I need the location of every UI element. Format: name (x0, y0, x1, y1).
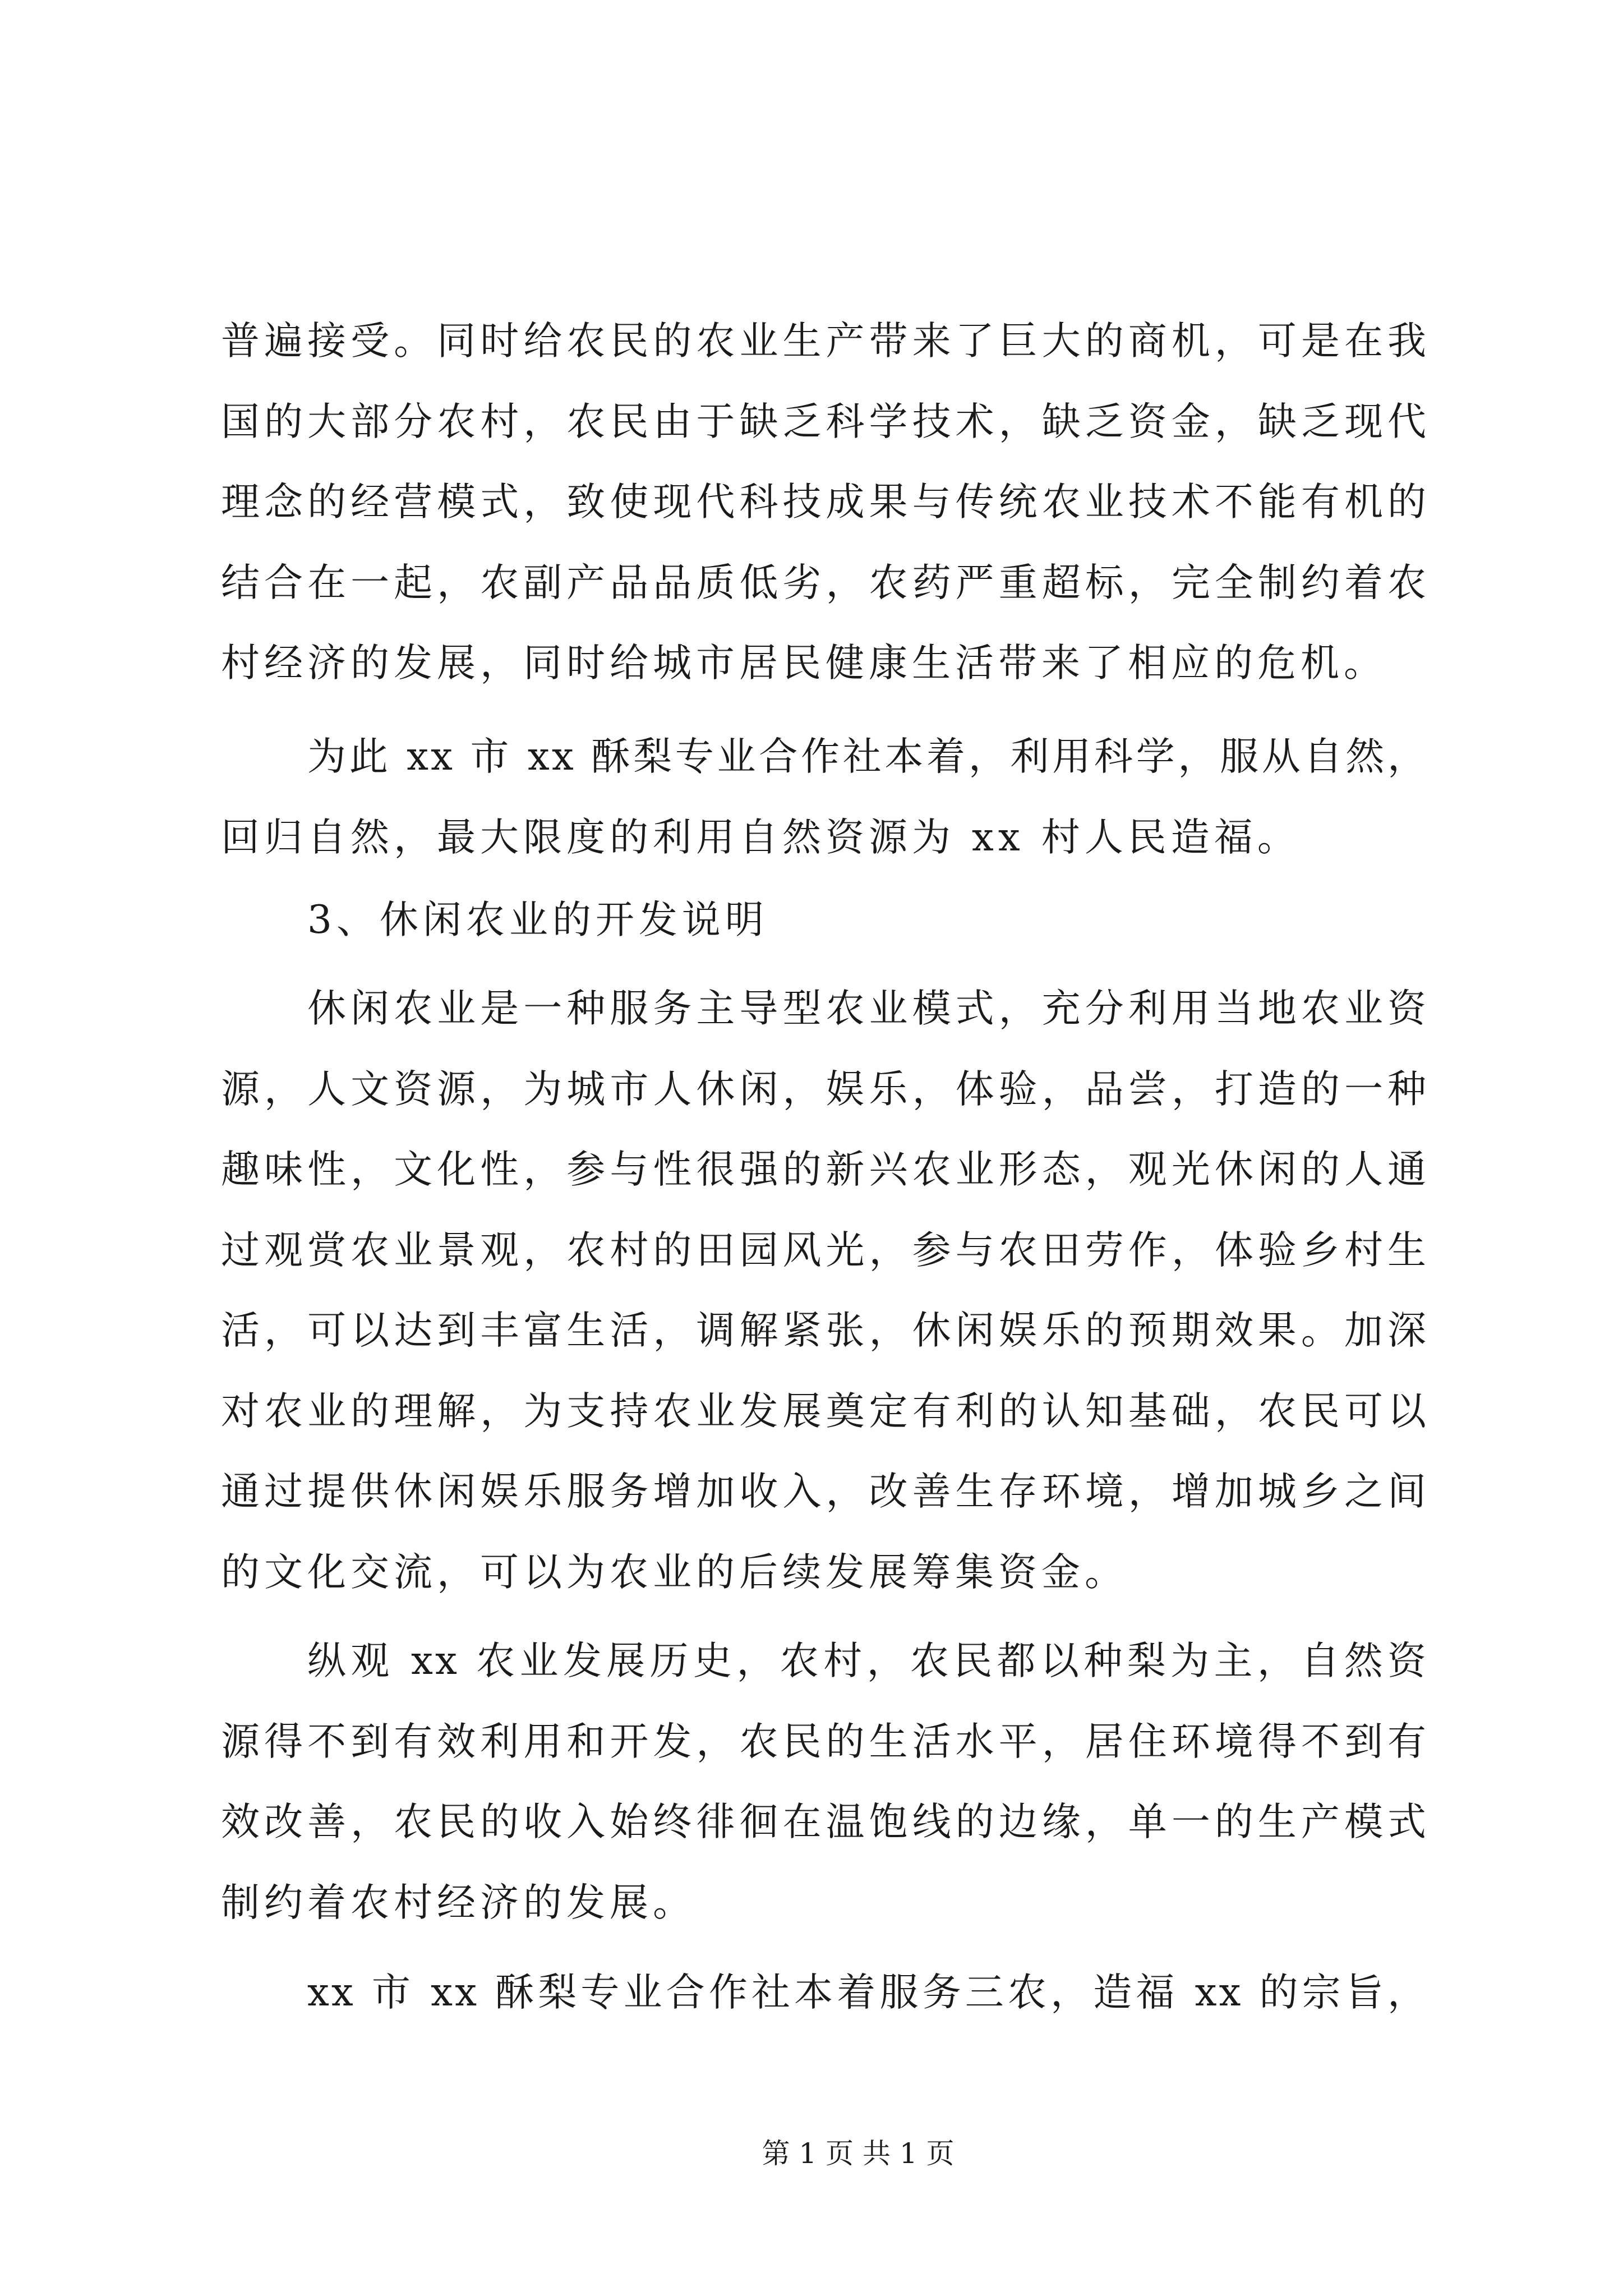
text-line: 理念的经营模式，致使现代科技成果与传统农业技术不能有机的 (221, 480, 1428, 524)
paragraph (221, 717, 1428, 878)
text-line: 休闲农业是一种服务主导型农业模式，充分利用当地农业资 (307, 986, 1428, 1031)
text-line: 为此 xx 市 xx 酥梨专业合作社本着，利用科学，服从自然， (307, 734, 1428, 779)
text-line: 通过提供休闲娱乐服务增加收入，改善生存环境，增加城乡之间 (221, 1469, 1428, 1514)
text-line: 源得不到有效利用和开发，农民的生活水平，居住环境得不到有 (221, 1719, 1428, 1764)
text-line: 纵观 xx 农业发展历史，农村，农民都以种梨为主，自然资 (307, 1639, 1428, 1683)
text-line: 活，可以达到丰富生活，调解紧张，休闲娱乐的预期效果。加深 (221, 1308, 1428, 1353)
text-line: xx 市 xx 酥梨专业合作社本着服务三农，造福 xx 的宗旨， (307, 1970, 1428, 2015)
paragraph (221, 1953, 1428, 2033)
text-line: 国的大部分农村，农民由于缺乏科学技术，缺乏资金，缺乏现代 (221, 399, 1428, 444)
text-line: 村经济的发展，同时给城市居民健康生活带来了相应的危机。 (221, 641, 1387, 685)
text-line: 普遍接受。同时给农民的农业生产带来了巨大的商机，可是在我 (221, 319, 1428, 364)
text-line: 的文化交流，可以为农业的后续发展筹集资金。 (221, 1549, 1128, 1595)
text-line: 效改善，农民的收入始终徘徊在温饱线的边缘，单一的生产模式 (221, 1800, 1428, 1844)
text-line: 结合在一起，农副产品品质低劣，农药严重超标，完全制约着农 (221, 560, 1428, 605)
text-line: 过观赏农业景观，农村的田园风光，参与农田劳作，体验乡村生 (221, 1227, 1428, 1273)
section-heading (221, 880, 1428, 961)
text-line: 制约着农村经济的发展。 (221, 1880, 696, 1925)
paragraph (221, 969, 1428, 1613)
paragraph (221, 301, 1428, 704)
text-line: 趣味性，文化性，参与性很强的新兴农业形态，观光休闲的人通 (221, 1147, 1428, 1192)
text-line: 对农业的理解，为支持农业发展奠定有利的认知基础，农民可以 (221, 1388, 1428, 1434)
paragraph (221, 1621, 1428, 1943)
page-number-footer: 第 1 页 共 1 页 (762, 2137, 955, 2170)
text-line: 回归自然，最大限度的利用自然资源为 xx 村人民造福。 (221, 815, 1301, 860)
text-line: 3、休闲农业的开发说明 (307, 898, 768, 942)
text-line: 源，人文资源，为城市人休闲，娱乐，体验，品尝，打造的一种 (221, 1066, 1428, 1112)
